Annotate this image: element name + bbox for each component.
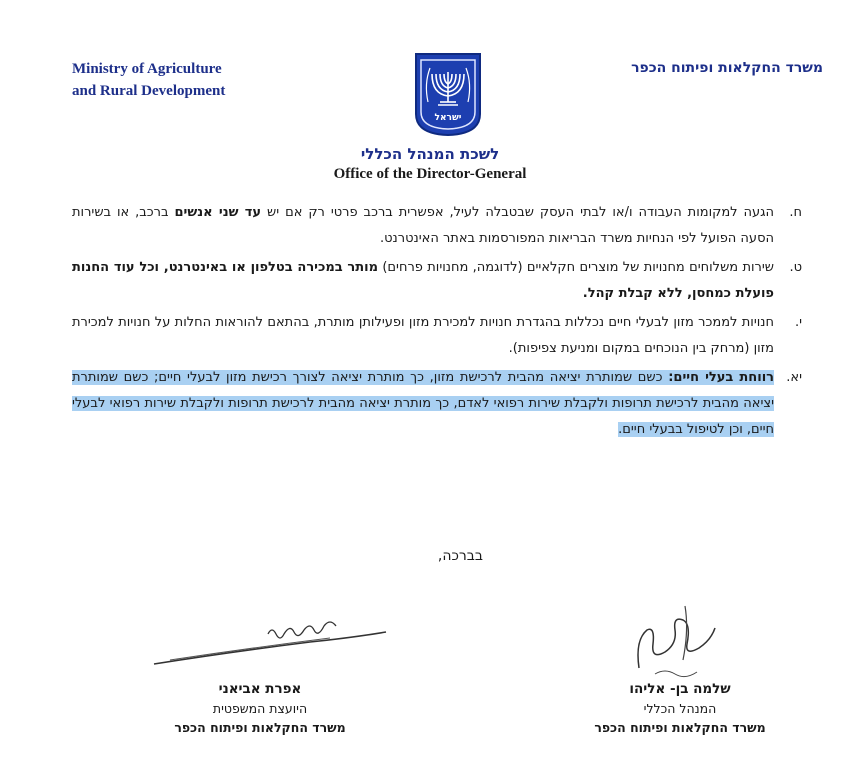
list-item-highlighted: [72, 365, 802, 443]
item-text-bold: עד שני אנשים: [174, 205, 262, 220]
item-mark: י.: [794, 315, 802, 330]
item-mark: ט.: [789, 260, 802, 275]
signatory-right: [560, 680, 800, 737]
emblem-text: ישראל: [434, 113, 462, 123]
item-text-bold: מותר במכירה בטלפון או באינטרנט, וכל עוד החנות פועלת כמחסן, ללא קבלת קהל.: [72, 260, 774, 301]
item-text: [72, 255, 774, 307]
office-title-english: Office of the Director-General: [333, 166, 527, 182]
signatory-org: משרד החקלאות ופיתוח הכפר: [174, 720, 346, 735]
item-text-plain: שירות משלוחים מחנויות של מוצרים חקלאיים (לדוגמה, מחנויות פרחים): [378, 260, 774, 275]
item-mark: ח.: [789, 205, 802, 220]
signature-left-icon: [150, 612, 400, 672]
ministry-name-english: [72, 58, 312, 102]
state-emblem-icon: [414, 52, 482, 136]
item-text: חנויות לממכר מזון לבעלי חיים נכללות בהגדרת חנויות למכירת מזון ופעילותן מותרת, בהתאם להוראות החלות על חנויות למכירת מזון (מרחק בין הנוכחים במקום ומניעת צפיפות).: [72, 315, 774, 356]
list-item: [72, 200, 802, 252]
office-title-hebrew: לשכת המנהל הכללי: [360, 145, 500, 163]
item-text-bold: רווחת בעלי חיים:: [668, 370, 774, 385]
signatory-name: שלמה בן- אליהו: [629, 681, 731, 697]
item-text-plain: כשם שמותרת יציאה מהבית לרכישת מזון, כך מותרת יציאה לצורך רכישת מזון לבעלי חיים; כשם שמותרת יציאה מהבית לרכישת תרופות ולקבלת שירות רפואי לאדם, כך מותרת יציאה מהבית לרכישת תרופות ולקבלת שירות רפואי לבעלי חיים, וכן לטיפול בבעלי חיים.: [72, 370, 774, 437]
ministry-name-english-line2: and Rural Development: [72, 83, 226, 99]
item-mark: יא.: [786, 370, 802, 385]
item-text-plain: ברכב, או בשירות הסעה הפועל לפי הנחיות משרד הבריאות המפורסמות באתר האינטרנט.: [72, 205, 774, 246]
item-text-plain: הגעה למקומות העבודה ו/או לבתי העסק שבטבלה לעיל, אפשרית ברכב פרטי רק אם יש: [261, 205, 774, 220]
directive-list: [72, 200, 802, 446]
signatory-name: אפרת אביאני: [218, 681, 302, 697]
list-item: [72, 255, 802, 307]
signatory-org: משרד החקלאות ופיתוח הכפר: [594, 720, 766, 735]
ministry-name-english-line1: Ministry of Agriculture: [72, 61, 222, 77]
item-text: [72, 200, 774, 252]
item-text: [72, 365, 774, 443]
signatory-title: היועצת המשפטית: [212, 701, 308, 716]
ministry-name-hebrew: משרד החקלאות ופיתוח הכפר: [631, 60, 823, 76]
list-item: [72, 310, 802, 362]
closing-greeting: בברכה,: [437, 548, 483, 564]
signatory-left: [140, 680, 380, 737]
signature-right-icon: [625, 600, 735, 680]
signatory-title: המנהל הכללי: [643, 701, 717, 716]
